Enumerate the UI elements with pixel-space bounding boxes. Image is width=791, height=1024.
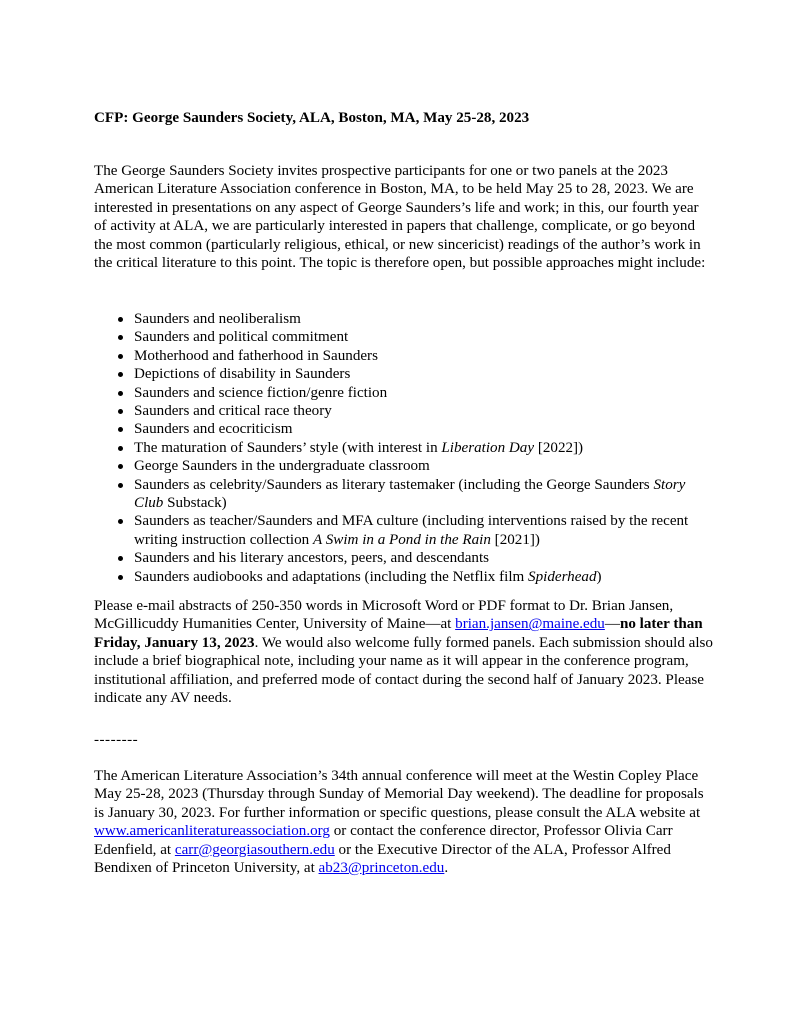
conference-text: or the Executive Director of the ALA, Professor Alfred Bendixen of Princeton University, at bbox=[94, 841, 671, 877]
film-title: Spiderhead bbox=[528, 568, 597, 585]
bullet-icon bbox=[118, 483, 123, 488]
email-link-executive[interactable]: ab23@princeton.edu bbox=[318, 860, 445, 877]
topic-text-pre: The maturation of Saunders’ style (with interest in bbox=[134, 439, 442, 456]
list-item bbox=[94, 310, 714, 328]
bullet-icon bbox=[118, 372, 123, 377]
book-title: Liberation Day bbox=[441, 439, 535, 456]
topic-text bbox=[134, 512, 714, 549]
list-item bbox=[94, 476, 714, 513]
topic-text bbox=[134, 439, 714, 457]
bullet-icon bbox=[118, 354, 123, 359]
topic-text: Saunders and political commitment bbox=[134, 329, 349, 346]
list-item bbox=[94, 347, 714, 365]
dash: — bbox=[604, 616, 620, 633]
deadline-text: no later than Friday, January 13, 2023 bbox=[94, 616, 703, 651]
topic-text: George Saunders in the undergraduate classroom bbox=[134, 458, 430, 475]
topics-list bbox=[94, 310, 714, 586]
separator: -------- bbox=[94, 732, 139, 748]
topic-text: Motherhood and fatherhood in Saunders bbox=[134, 347, 378, 364]
bullet-icon bbox=[118, 446, 123, 451]
topic-text-post: [2021]) bbox=[490, 531, 540, 548]
bullet-icon bbox=[118, 335, 123, 340]
email-link-jansen[interactable]: brian.jansen@maine.edu bbox=[455, 616, 605, 633]
list-item bbox=[94, 457, 714, 475]
list-item bbox=[94, 512, 714, 549]
submission-text: Please e-mail abstracts of 250-350 words in Microsoft Word or PDF format to Dr. Brian Jansen, McGillicuddy Humanities Center, University of Maine—at bbox=[94, 598, 674, 633]
publication-title: Story Club bbox=[134, 476, 686, 512]
email-link-director[interactable]: carr@georgiasouthern.edu bbox=[174, 841, 335, 858]
topic-text bbox=[134, 568, 714, 586]
website-link[interactable]: www.americanliteratureassociation.org bbox=[94, 823, 330, 840]
book-title: A Swim in a Pond in the Rain bbox=[313, 531, 491, 548]
topic-text: Saunders and critical race theory bbox=[134, 403, 332, 420]
list-item bbox=[94, 420, 714, 438]
conference-text: or contact the conference director, Professor Olivia Carr Edenfield, at bbox=[94, 823, 673, 858]
topic-text: Saunders and science fiction/genre fiction bbox=[134, 384, 388, 401]
topic-text-post: [2022]) bbox=[534, 439, 584, 456]
topic-text bbox=[134, 476, 714, 513]
topic-text-post: Substack) bbox=[163, 495, 227, 512]
topic-text: Saunders and his literary ancestors, peers, and descendants bbox=[134, 550, 490, 567]
submission-paragraph bbox=[94, 597, 714, 707]
topic-text-pre: Saunders as teacher/Saunders and MFA culture (including interventions raised by the recent writing instruction collection bbox=[134, 513, 689, 548]
topic-text-post: ) bbox=[596, 568, 602, 585]
bullet-icon bbox=[118, 409, 123, 414]
bullet-icon bbox=[118, 519, 123, 524]
topic-text: Saunders and ecocriticism bbox=[134, 421, 293, 438]
list-item bbox=[94, 365, 714, 383]
conference-paragraph bbox=[94, 767, 714, 877]
list-item bbox=[94, 439, 714, 457]
bullet-icon bbox=[118, 317, 123, 322]
bullet-icon bbox=[118, 464, 123, 469]
list-item bbox=[94, 384, 714, 402]
list-item bbox=[94, 549, 714, 567]
list-item bbox=[94, 402, 714, 420]
list-item bbox=[94, 328, 714, 346]
submission-text: . We would also welcome fully formed panels. Each submission should also include a brief biographical note, including your name as it will appear in the conference program, institutional affiliation, and preferred mode of contact during the second half of January 2023. Please indicate any AV needs. bbox=[94, 634, 713, 707]
conference-text: The American Literature Association’s 34th annual conference will meet at the Westin Copley Place May 25-28, 2023 (Thursday through Sunday of Memorial Day weekend). The deadline for proposals is January 30, 2023. For further information or specific questions, please consult the ALA website at bbox=[94, 768, 704, 821]
topic-text: Saunders and neoliberalism bbox=[134, 311, 301, 327]
topic-text-pre: Saunders as celebrity/Saunders as literary tastemaker (including the George Saunders bbox=[134, 476, 654, 493]
intro-paragraph: The George Saunders Society invites prospective participants for one or two panels at the 2023 American Literature Association conference in Boston, MA, to be held May 25 to 28, 2023. We are interested in presentations on any aspect of George Saunders’s life and work; in this, our fourth year of activity at ALA, we are particularly interested in papers that challenge, complicate, or go beyond the most common (particularly religious, ethical, or new sincericist) readings of the author’s work in the critical literature to this point. The topic is therefore open, but possible approaches might include: bbox=[94, 163, 706, 272]
list-item bbox=[94, 568, 714, 586]
topic-text: Depictions of disability in Saunders bbox=[134, 366, 351, 383]
bullet-icon bbox=[118, 556, 123, 561]
topic-text-pre: Saunders audiobooks and adaptations (including the Netflix film bbox=[134, 568, 529, 585]
bullet-icon bbox=[118, 575, 123, 580]
conference-text: . bbox=[444, 860, 449, 877]
document-title: CFP: George Saunders Society, ALA, Boston, MA, May 25-28, 2023 bbox=[94, 110, 530, 126]
bullet-icon bbox=[118, 391, 123, 396]
bullet-icon bbox=[118, 427, 123, 432]
